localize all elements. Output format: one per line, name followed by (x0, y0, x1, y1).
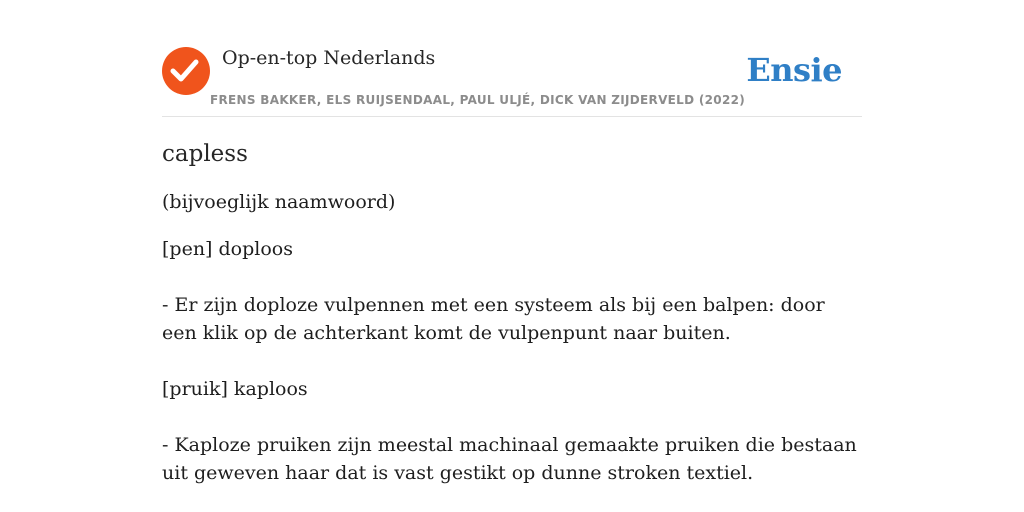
checkmark-icon (162, 47, 210, 95)
entry-content (162, 138, 862, 487)
entry-line: - Kaploze pruiken zijn meestal machinaal gemaakte pruiken die bestaan uit geweven haar dat is vast gestikt op dunne stroken textiel. (162, 434, 857, 484)
entry-line-blank (162, 403, 862, 431)
entry-headword: capless (162, 141, 248, 167)
entry-line: [pruik] kaploos (162, 378, 308, 400)
entry-line-blank (162, 347, 862, 375)
entry-line: [pen] doploos (162, 238, 293, 260)
source-header (162, 40, 862, 117)
source-title[interactable]: Op-en-top Nederlands (222, 47, 436, 69)
ensie-logo[interactable]: Ensie (746, 51, 842, 89)
entry-line-blank (162, 263, 862, 291)
entry-line: - Er zijn doploze vulpennen met een systeem als bij een balpen: door een klik op de achterkant komt de vulpenpunt naar buiten. (162, 294, 825, 344)
source-authors: FRENS BAKKER, ELS RUIJSENDAAL, PAUL ULJÉ, DICK VAN ZIJDERVELD (2022) (210, 93, 746, 107)
word-class: (bijvoeglijk naamwoord) (162, 191, 396, 213)
